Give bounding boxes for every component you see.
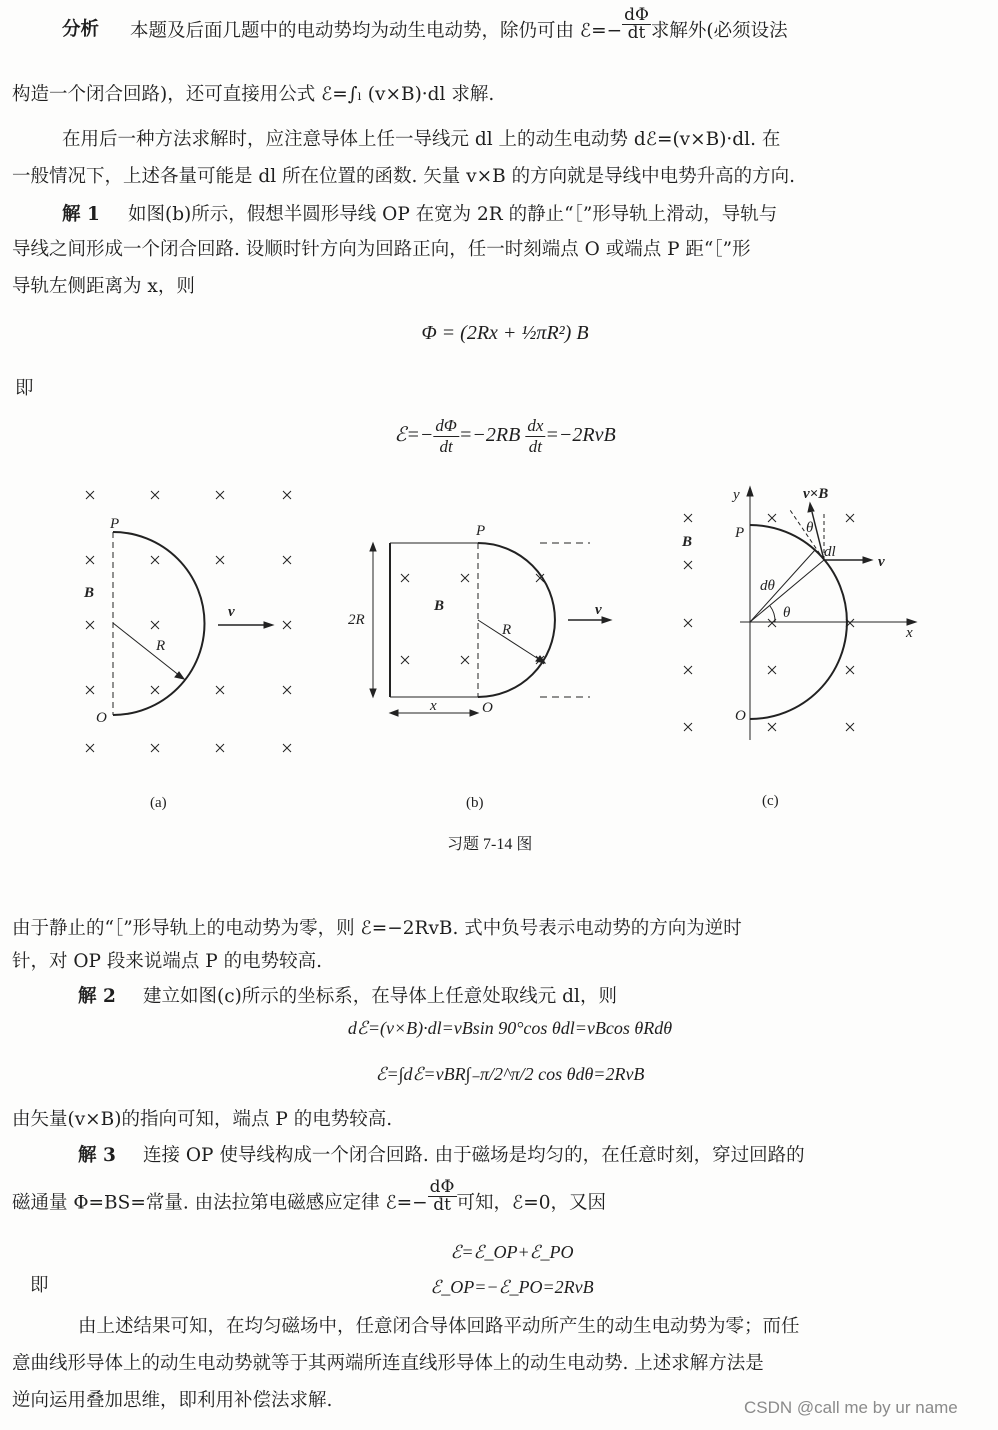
cross-mark (86, 621, 94, 629)
num: dΦ (624, 5, 649, 25)
label-R: R (156, 638, 166, 654)
num: dΦ (429, 1177, 455, 1197)
label-dtheta: dθ (760, 578, 775, 594)
fraction (428, 1179, 457, 1214)
cross-mark (283, 491, 291, 499)
caption-b: (b) (466, 795, 484, 811)
equation-result: ℰ_OP=−ℰ_PO=2RvB (430, 1277, 594, 1297)
solution-3-label: 解 3 (78, 1145, 116, 1166)
cross-mark (86, 491, 94, 499)
caption-a: (a) (150, 795, 167, 811)
paragraph-3: 在用后一种方法求解时，应注意导体上任一导线元 dl 上的动生电动势 dℰ=(v×B)·dl. 在 (62, 129, 781, 150)
label-P: P (110, 516, 120, 532)
cross-mark (846, 723, 854, 731)
cross-mark (401, 656, 409, 664)
label-B: B (84, 585, 95, 601)
paragraph-16: 逆向运用叠加思维，即利用补偿法求解. (12, 1390, 333, 1411)
cross-mark (846, 666, 854, 674)
cross-mark (86, 744, 94, 752)
den: dt (439, 437, 453, 456)
cross-mark (768, 723, 776, 731)
cross-mark (283, 621, 291, 629)
cross-mark (461, 574, 469, 582)
text: 求解外(必须设法 (650, 20, 788, 42)
label-vxB: v×B (803, 486, 829, 502)
cross-mark (86, 686, 94, 694)
equation-integral: ℰ=∫dℰ=vBR∫₋π/2^π/2 cos θdθ=2RvB (375, 1064, 645, 1084)
figure-b (370, 543, 611, 716)
equation-demf: dℰ=(v×B)·dl=vBsin 90°cos θdl=vBcos θRdθ (347, 1018, 673, 1038)
t: ℰ=− (394, 424, 434, 447)
solution-2-label: 解 2 (78, 986, 116, 1007)
paragraph-14: 由上述结果可知，在均匀磁场中，任意闭合导体回路平动所产生的动生电动势为零；而任 (78, 1316, 800, 1337)
label-v: v (595, 602, 602, 618)
paragraph-15: 意曲线形导体上的动生电动势就等于其两端所连直线形导体上的动生电动势. 上述求解方法是 (12, 1353, 764, 1374)
label-P: P (476, 523, 486, 539)
cross-mark (283, 556, 291, 564)
paragraph-11: 由矢量(v×B)的指向可知，端点 P 的电势较高. (12, 1109, 393, 1130)
ji-label: 即 (15, 378, 34, 399)
label-theta-2: θ (806, 520, 814, 536)
cross-mark (151, 556, 159, 564)
label-v: v (228, 604, 235, 620)
num: dx (527, 416, 544, 435)
label-B: B (434, 598, 445, 614)
analysis-label: 分析 (62, 19, 100, 40)
cross-mark (684, 619, 692, 627)
den: dt (528, 437, 542, 456)
figure-a (113, 532, 273, 715)
label-x: x (430, 698, 437, 714)
label-P: P (735, 525, 745, 541)
t: 磁通量 Φ=BS=常量. 由法拉第电磁感应定律 ℰ=− (12, 1192, 428, 1214)
label-2R: 2R (348, 612, 365, 628)
cross-mark (216, 686, 224, 694)
paragraph-6: 导线之间形成一个闭合回路. 设顺时针方向为回路正向，任一时刻端点 O 或端点 P 距“［”形 (12, 239, 751, 260)
paragraph-2: 构造一个闭合回路)，还可直接用公式 ℰ=∫ₗ (v×B)·dl 求解. (12, 84, 495, 105)
label-v: v (878, 554, 885, 570)
cross-mark (216, 744, 224, 752)
cross-mark (684, 514, 692, 522)
cross-mark (684, 666, 692, 674)
label-R: R (502, 622, 512, 638)
cross-mark (283, 686, 291, 694)
equation-flux: Φ = (2Rx + ½πR²) B (421, 322, 589, 344)
den: dt (627, 23, 646, 43)
label-y: y (733, 487, 740, 503)
label-O: O (735, 708, 746, 724)
t: =−2RB (458, 424, 521, 447)
cross-mark (86, 556, 94, 564)
label-dl: dl (824, 544, 836, 560)
t: 可知，ℰ=0，又因 (456, 1192, 606, 1214)
paragraph-12: 连接 OP 使导线构成一个闭合回路. 由于磁场是均匀的，在任意时刻，穿过回路的 (143, 1145, 805, 1166)
cross-mark (768, 666, 776, 674)
paragraph-9: 针，对 OP 段来说端点 P 的电势较高. (12, 951, 322, 972)
figure-title: 习题 7-14 图 (447, 836, 533, 853)
cross-mark (283, 744, 291, 752)
cross-mark (151, 686, 159, 694)
paragraph-10: 建立如图(c)所示的坐标系，在导体上任意处取线元 dl，则 (143, 986, 617, 1007)
cross-mark (461, 656, 469, 664)
cross-mark (151, 621, 159, 629)
paragraph-8: 由于静止的“［”形导轨上的电动势为零，则 ℰ=−2RvB. 式中负号表示电动势的方向为逆时 (12, 918, 742, 939)
cross-mark (151, 491, 159, 499)
cross-mark (768, 619, 776, 627)
label-O: O (96, 710, 107, 726)
label-O: O (482, 700, 493, 716)
watermark: CSDN @call me by ur name (744, 1398, 958, 1417)
paragraph-4: 一般情况下，上述各量可能是 dl 所在位置的函数. 矢量 v×B 的方向就是导线中电势升高的方向. (12, 166, 795, 187)
paragraph-7: 导轨左侧距离为 x，则 (12, 276, 195, 297)
labels (83, 486, 913, 726)
label-x: x (906, 625, 913, 641)
cross-mark (684, 723, 692, 731)
num: dΦ (435, 416, 457, 435)
caption-c: (c) (762, 793, 779, 809)
equation-sum: ℰ=ℰ_OP+ℰ_PO (450, 1242, 574, 1262)
paragraph-5: 如图(b)所示，假想半圆形导线 OP 在宽为 2R 的静止“［”形导轨上滑动，导轨与 (128, 204, 778, 225)
cross-mark (684, 561, 692, 569)
label-theta: θ (783, 605, 791, 621)
cross-mark (768, 514, 776, 522)
figure-c (740, 487, 916, 740)
solution-1-label: 解 1 (62, 204, 100, 225)
cross-mark (846, 514, 854, 522)
cross-mark (216, 491, 224, 499)
ji-label-2: 即 (30, 1275, 49, 1296)
label-B: B (682, 534, 693, 550)
cross-mark (401, 574, 409, 582)
t: =−2RvB (545, 424, 616, 447)
den: dt (433, 1195, 451, 1215)
text: 本题及后面几题中的电动势均为动生电动势，除仍可由 ℰ=− (130, 20, 623, 42)
cross-mark (216, 556, 224, 564)
cross-mark (151, 744, 159, 752)
